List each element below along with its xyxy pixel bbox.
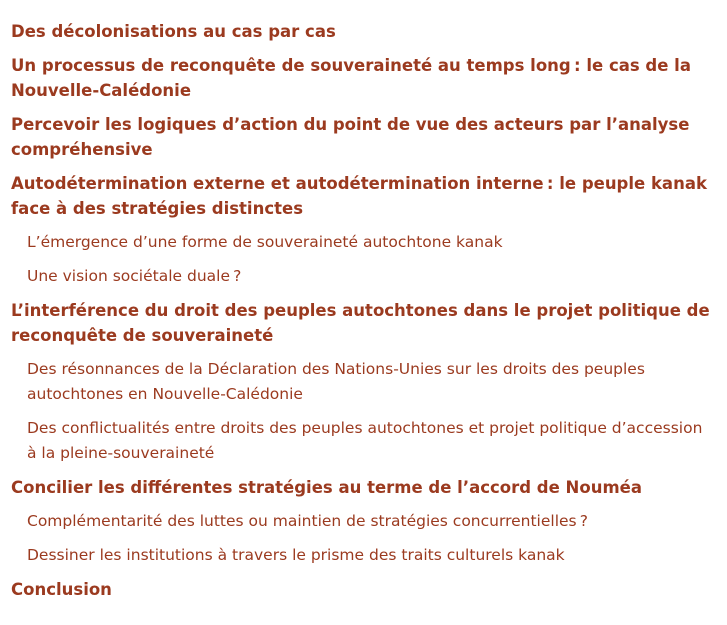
table-of-contents: [11, 19, 711, 611]
toc-link-logiques-action[interactable]: Percevoir les logiques d’action du point de vue des acteurs par l’analyse compréhensive: [11, 115, 690, 159]
toc-sublink-dessiner-institutions[interactable]: Dessiner les institutions à travers le prisme des traits culturels kanak: [27, 546, 565, 564]
toc-link-decolonisations[interactable]: Des décolonisations au cas par cas: [11, 22, 336, 41]
toc-sublink-vision-duale[interactable]: Une vision sociétale duale ?: [27, 267, 242, 285]
toc-link-processus-reconquete[interactable]: Un processus de reconquête de souveraineté au temps long : le cas de la Nouvelle-Calédonie: [11, 56, 691, 100]
toc-sublink-complementarite-luttes[interactable]: Complémentarité des luttes ou maintien de stratégies concurrentielles ?: [27, 512, 588, 530]
toc-sublink-conflictualites[interactable]: Des conflictualités entre droits des peuples autochtones et projet politique d’accession à la pleine-souveraineté: [27, 419, 703, 462]
toc-link-autodetermination[interactable]: Autodétermination externe et autodétermination interne : le peuple kanak face à des stratégies distinctes: [11, 174, 707, 218]
toc-link-conclusion[interactable]: Conclusion: [11, 580, 112, 599]
toc-link-concilier-strategies[interactable]: Concilier les différentes stratégies au terme de l’accord de Nouméa: [11, 478, 642, 497]
toc-sublink-emergence-souverainete[interactable]: L’émergence d’une forme de souveraineté autochtone kanak: [27, 233, 503, 251]
toc-sublink-resonnances-declaration[interactable]: Des résonnances de la Déclaration des Nations-Unies sur les droits des peuples autochtones en Nouvelle-Calédonie: [27, 360, 645, 403]
toc-link-interference-droit[interactable]: L’interférence du droit des peuples autochtones dans le projet politique de reconquête de souveraineté: [11, 301, 710, 345]
